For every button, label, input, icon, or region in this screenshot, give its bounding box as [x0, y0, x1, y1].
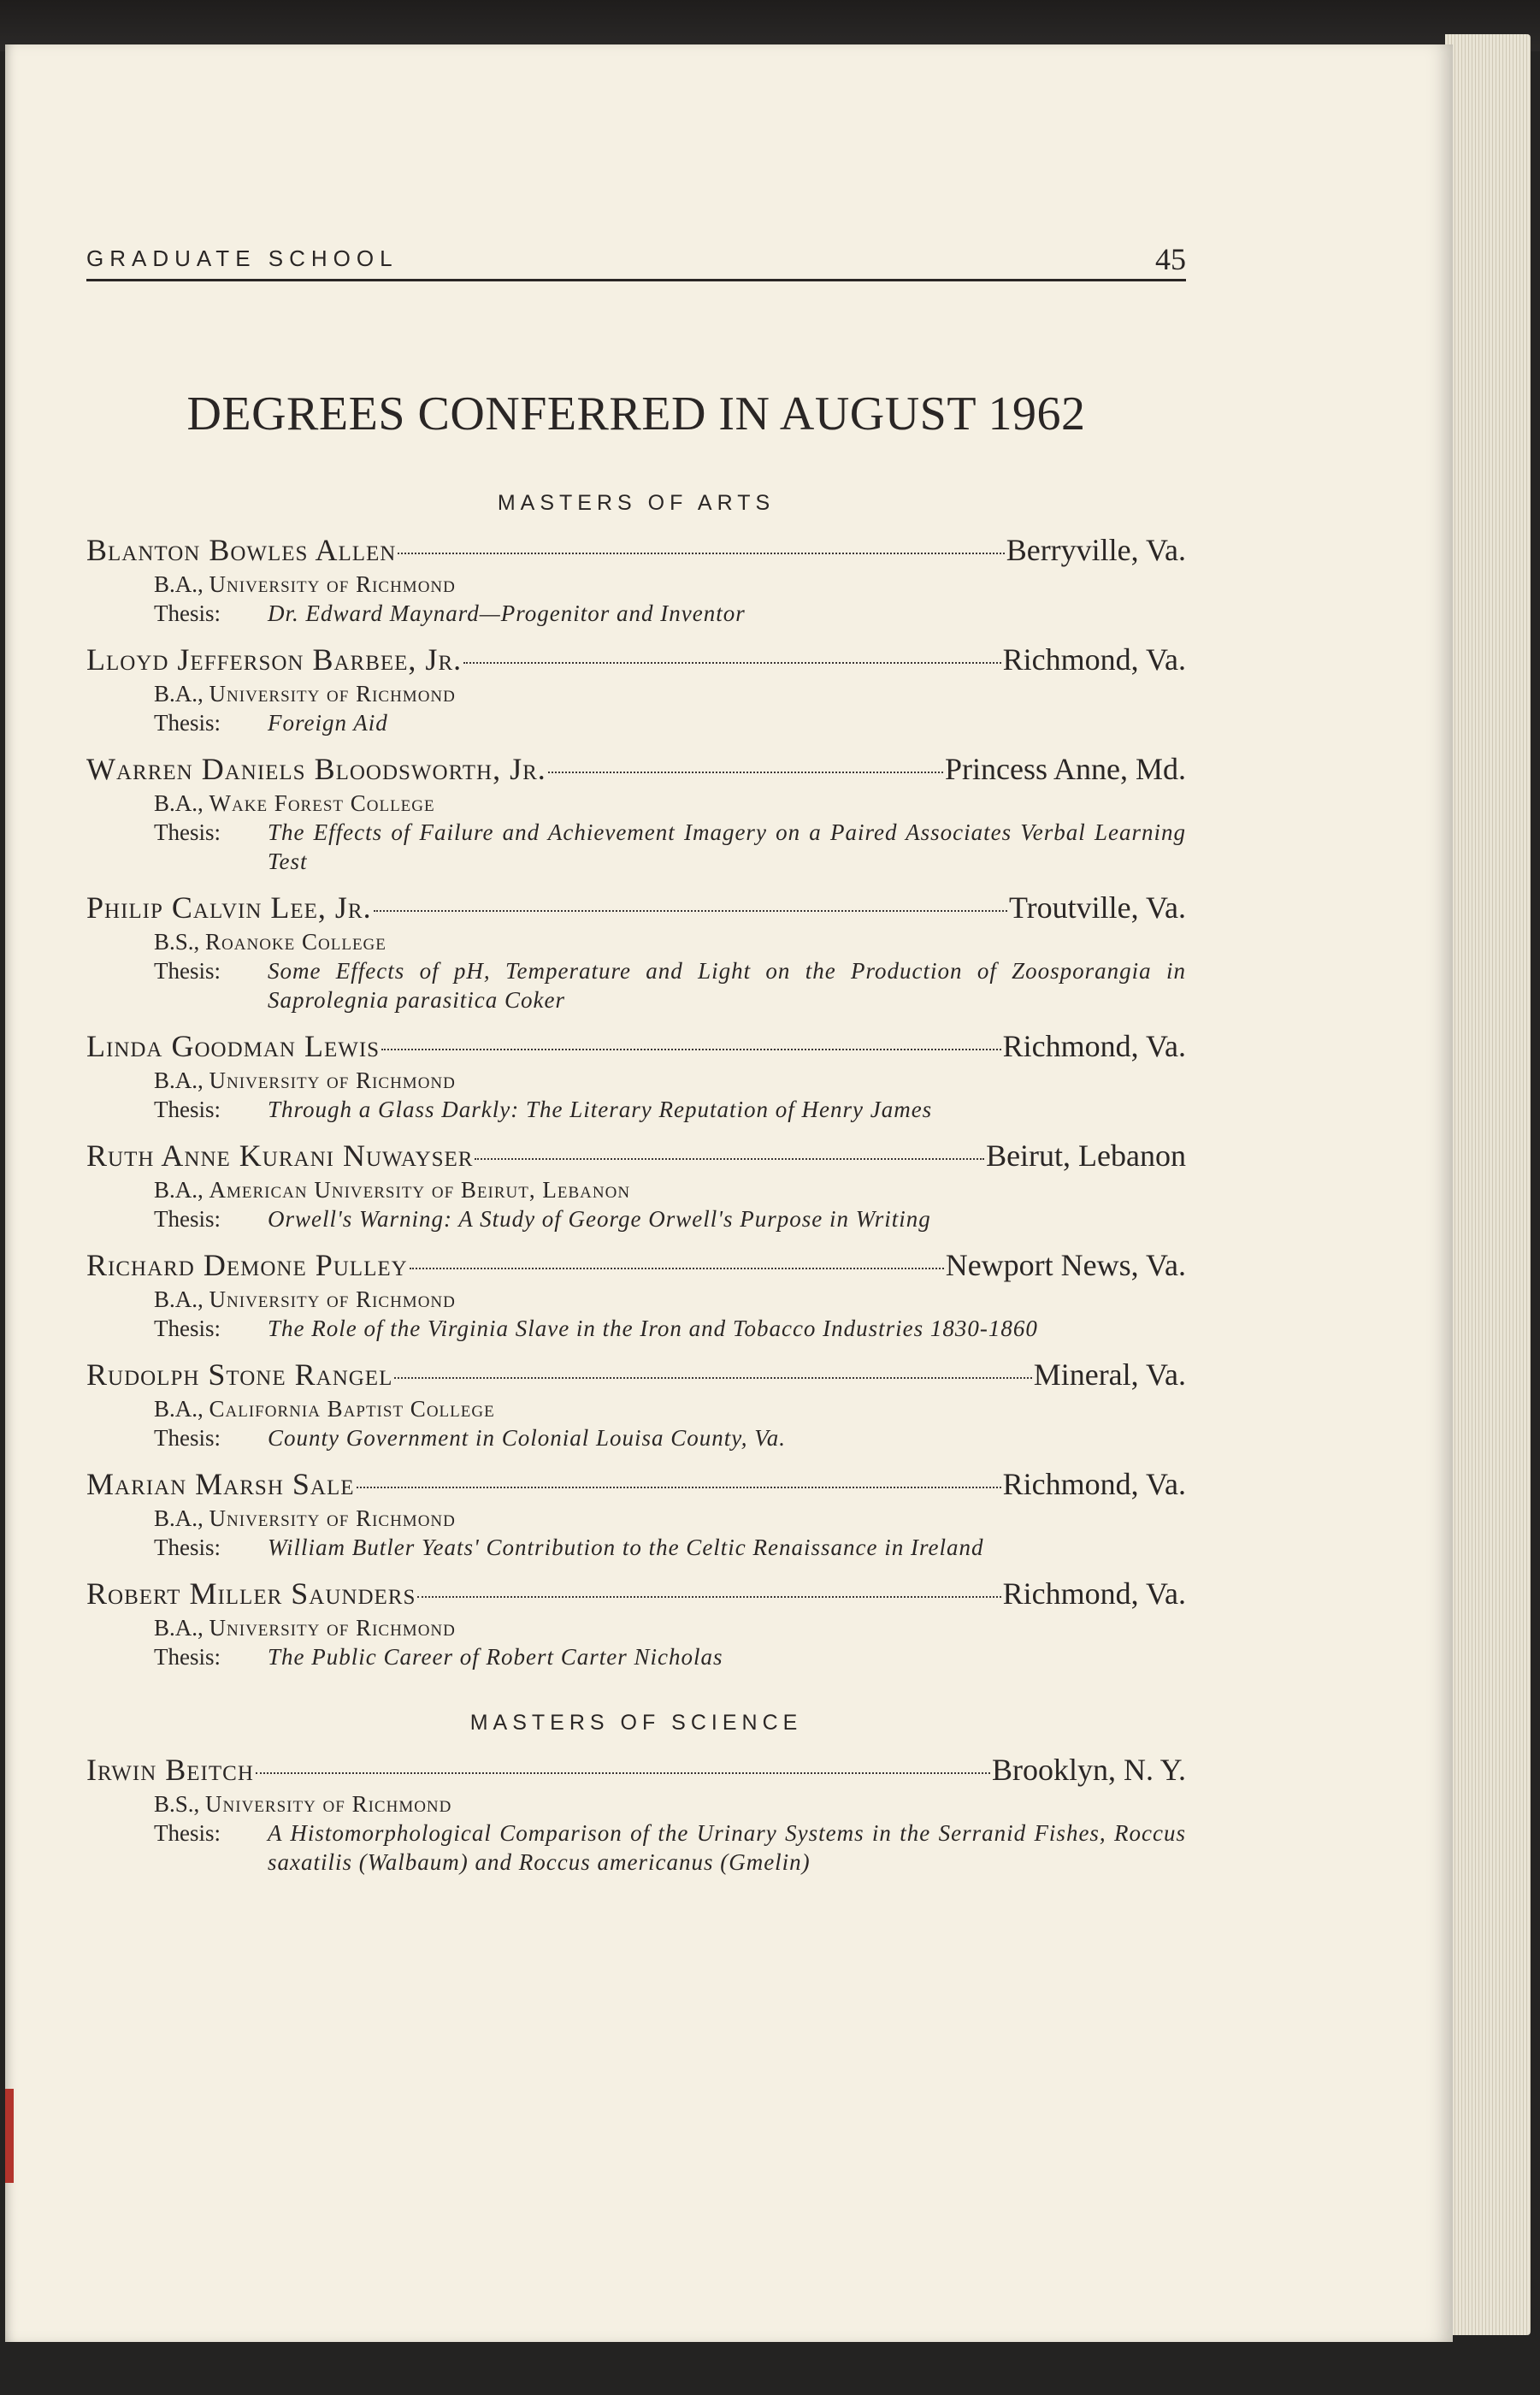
graduate-name: Marian Marsh Sale — [86, 1467, 355, 1501]
degree-school: University of Richmond — [209, 1505, 456, 1531]
name-line — [86, 1245, 1186, 1285]
page-number: 45 — [1155, 242, 1186, 276]
graduate-name: Ruth Anne Kurani Nuwayser — [86, 1138, 474, 1173]
name-line — [86, 530, 1186, 570]
dot-leader — [417, 1596, 1000, 1598]
thesis-line — [86, 708, 1186, 737]
thesis-line — [86, 818, 1186, 876]
masters-of-science-list — [86, 1750, 1186, 1877]
thesis-label: Thesis: — [154, 1644, 221, 1670]
graduate-entry — [86, 640, 1186, 737]
prior-degree — [86, 1789, 1186, 1818]
dot-leader — [463, 662, 1001, 664]
thesis-title: Some Effects of pH, Temperature and Light on the Production of Zoosporangia in Saprolegnia parasitica Coker — [268, 958, 1186, 1013]
name-line — [86, 1136, 1186, 1175]
degree-abbrev: B.A., — [154, 1505, 204, 1531]
prior-degree — [86, 789, 1186, 818]
prior-degree — [86, 1175, 1186, 1204]
dot-leader — [398, 553, 1004, 554]
degree-school: American University of Beirut, Lebanon — [209, 1177, 631, 1203]
thesis-title: Foreign Aid — [268, 710, 388, 736]
section-title-masters-of-science: MASTERS OF SCIENCE — [469, 1711, 803, 1735]
thesis-line — [86, 1204, 1186, 1233]
dot-leader — [548, 772, 943, 773]
degree-abbrev: B.S., — [154, 1791, 200, 1817]
prior-degree — [86, 679, 1186, 708]
running-header — [86, 231, 1186, 281]
graduate-entry — [86, 1026, 1186, 1124]
thesis-line — [86, 1314, 1186, 1343]
degree-school: California Baptist College — [209, 1396, 495, 1422]
thesis-title: The Role of the Virginia Slave in the Iron and Tobacco Industries 1830-1860 — [268, 1316, 1038, 1341]
graduate-entry — [86, 1355, 1186, 1452]
book-binding-top — [0, 0, 1540, 51]
hometown: Mineral, Va. — [1033, 1357, 1186, 1392]
thesis-label: Thesis: — [154, 1097, 221, 1122]
graduate-name: Richard Demone Pulley — [86, 1248, 408, 1282]
name-line — [86, 1026, 1186, 1066]
binding-ribbon — [5, 2089, 14, 2183]
degree-abbrev: B.S., — [154, 929, 200, 955]
graduate-entry — [86, 1245, 1186, 1343]
graduate-name: Lloyd Jefferson Barbee, Jr. — [86, 642, 463, 677]
thesis-label: Thesis: — [154, 710, 221, 736]
thesis-label: Thesis: — [154, 1316, 221, 1341]
hometown: Richmond, Va. — [1002, 1029, 1186, 1063]
running-title: GRADUATE SCHOOL — [86, 245, 398, 271]
thesis-label: Thesis: — [154, 1820, 221, 1846]
dot-leader — [394, 1377, 1031, 1379]
thesis-title: County Government in Colonial Louisa County, Va. — [268, 1425, 786, 1451]
graduate-entry — [86, 1464, 1186, 1562]
thesis-line — [86, 1533, 1186, 1562]
page-title: DEGREES CONFERRED IN AUGUST 1962 — [186, 387, 1086, 441]
graduate-name: Robert Miller Saunders — [86, 1576, 416, 1611]
graduate-entry — [86, 1574, 1186, 1671]
name-line — [86, 1574, 1186, 1613]
prior-degree — [86, 1285, 1186, 1314]
hometown: Troutville, Va. — [1008, 890, 1186, 925]
degree-school: Wake Forest College — [209, 790, 435, 816]
degree-abbrev: B.A., — [154, 1067, 204, 1093]
dot-leader — [410, 1268, 944, 1269]
degree-school: Roanoke College — [205, 929, 386, 955]
name-line — [86, 749, 1186, 789]
graduate-name: Irwin Beitch — [86, 1753, 254, 1787]
degree-school: University of Richmond — [209, 1615, 456, 1641]
thesis-line — [86, 1423, 1186, 1452]
degree-school: University of Richmond — [209, 1286, 456, 1312]
graduate-entry — [86, 888, 1186, 1014]
degree-abbrev: B.A., — [154, 1286, 204, 1312]
thesis-line — [86, 1818, 1186, 1877]
degree-abbrev: B.A., — [154, 1177, 204, 1203]
name-line — [86, 1750, 1186, 1789]
thesis-title: Through a Glass Darkly: The Literary Reputation of Henry James — [268, 1097, 933, 1122]
prior-degree — [86, 1504, 1186, 1533]
thesis-title: A Histomorphological Comparison of the Urinary Systems in the Serranid Fishes, Roccus saxatilis (Walbaum) and Roccus americanus (Gmelin) — [268, 1820, 1186, 1875]
degree-listing — [86, 488, 1186, 1889]
thesis-label: Thesis: — [154, 958, 221, 984]
degree-school: University of Richmond — [209, 681, 456, 707]
thesis-label: Thesis: — [154, 1206, 221, 1232]
thesis-line — [86, 599, 1186, 628]
hometown: Berryville, Va. — [1006, 533, 1186, 567]
thesis-label: Thesis: — [154, 819, 221, 845]
graduate-name: Philip Calvin Lee, Jr. — [86, 890, 372, 925]
degree-abbrev: B.A., — [154, 790, 204, 816]
prior-degree — [86, 570, 1186, 599]
hometown: Richmond, Va. — [1002, 642, 1186, 677]
dot-leader — [374, 910, 1007, 912]
degree-abbrev: B.A., — [154, 1396, 204, 1422]
thesis-title: William Butler Yeats' Contribution to the Celtic Renaissance in Ireland — [268, 1535, 984, 1560]
thesis-title: Dr. Edward Maynard—Progenitor and Inventor — [268, 600, 746, 626]
name-line — [86, 888, 1186, 927]
graduate-name: Linda Goodman Lewis — [86, 1029, 381, 1063]
thesis-label: Thesis: — [154, 1535, 221, 1560]
graduate-entry — [86, 749, 1186, 876]
degree-abbrev: B.A., — [154, 571, 204, 597]
prior-degree — [86, 1613, 1186, 1642]
name-line — [86, 1464, 1186, 1504]
hometown: Richmond, Va. — [1002, 1576, 1186, 1611]
thesis-title: The Public Career of Robert Carter Nicholas — [268, 1644, 723, 1670]
thesis-line — [86, 1642, 1186, 1671]
graduate-entry — [86, 1750, 1186, 1877]
hometown: Beirut, Lebanon — [986, 1138, 1186, 1173]
graduate-entry — [86, 1136, 1186, 1233]
degree-school: University of Richmond — [209, 1067, 456, 1093]
hometown: Princess Anne, Md. — [945, 752, 1186, 786]
thesis-line — [86, 956, 1186, 1014]
name-line — [86, 1355, 1186, 1394]
prior-degree — [86, 1394, 1186, 1423]
degree-school: University of Richmond — [205, 1791, 452, 1817]
thesis-label: Thesis: — [154, 1425, 221, 1451]
page-edges — [1445, 34, 1531, 2335]
graduate-entry — [86, 530, 1186, 628]
section-title-masters-of-arts: MASTERS OF ARTS — [497, 491, 776, 515]
masters-of-arts-list — [86, 530, 1186, 1671]
prior-degree — [86, 1066, 1186, 1095]
degree-abbrev: B.A., — [154, 681, 204, 707]
dot-leader — [381, 1049, 1001, 1050]
graduate-name: Warren Daniels Bloodsworth, Jr. — [86, 752, 546, 786]
hometown: Brooklyn, N. Y. — [991, 1753, 1186, 1787]
dot-leader — [475, 1158, 984, 1160]
prior-degree — [86, 927, 1186, 956]
graduate-name: Rudolph Stone Rangel — [86, 1357, 393, 1392]
thesis-line — [86, 1095, 1186, 1124]
thesis-label: Thesis: — [154, 600, 221, 626]
hometown: Newport News, Va. — [945, 1248, 1186, 1282]
thesis-title: The Effects of Failure and Achievement Imagery on a Paired Associates Verbal Learning Test — [268, 819, 1186, 874]
hometown: Richmond, Va. — [1002, 1467, 1186, 1501]
degree-school: University of Richmond — [209, 571, 456, 597]
name-line — [86, 640, 1186, 679]
thesis-title: Orwell's Warning: A Study of George Orwell's Purpose in Writing — [268, 1206, 931, 1232]
dot-leader — [256, 1772, 990, 1774]
dot-leader — [357, 1487, 1001, 1488]
graduate-name: Blanton Bowles Allen — [86, 533, 397, 567]
degree-abbrev: B.A., — [154, 1615, 204, 1641]
